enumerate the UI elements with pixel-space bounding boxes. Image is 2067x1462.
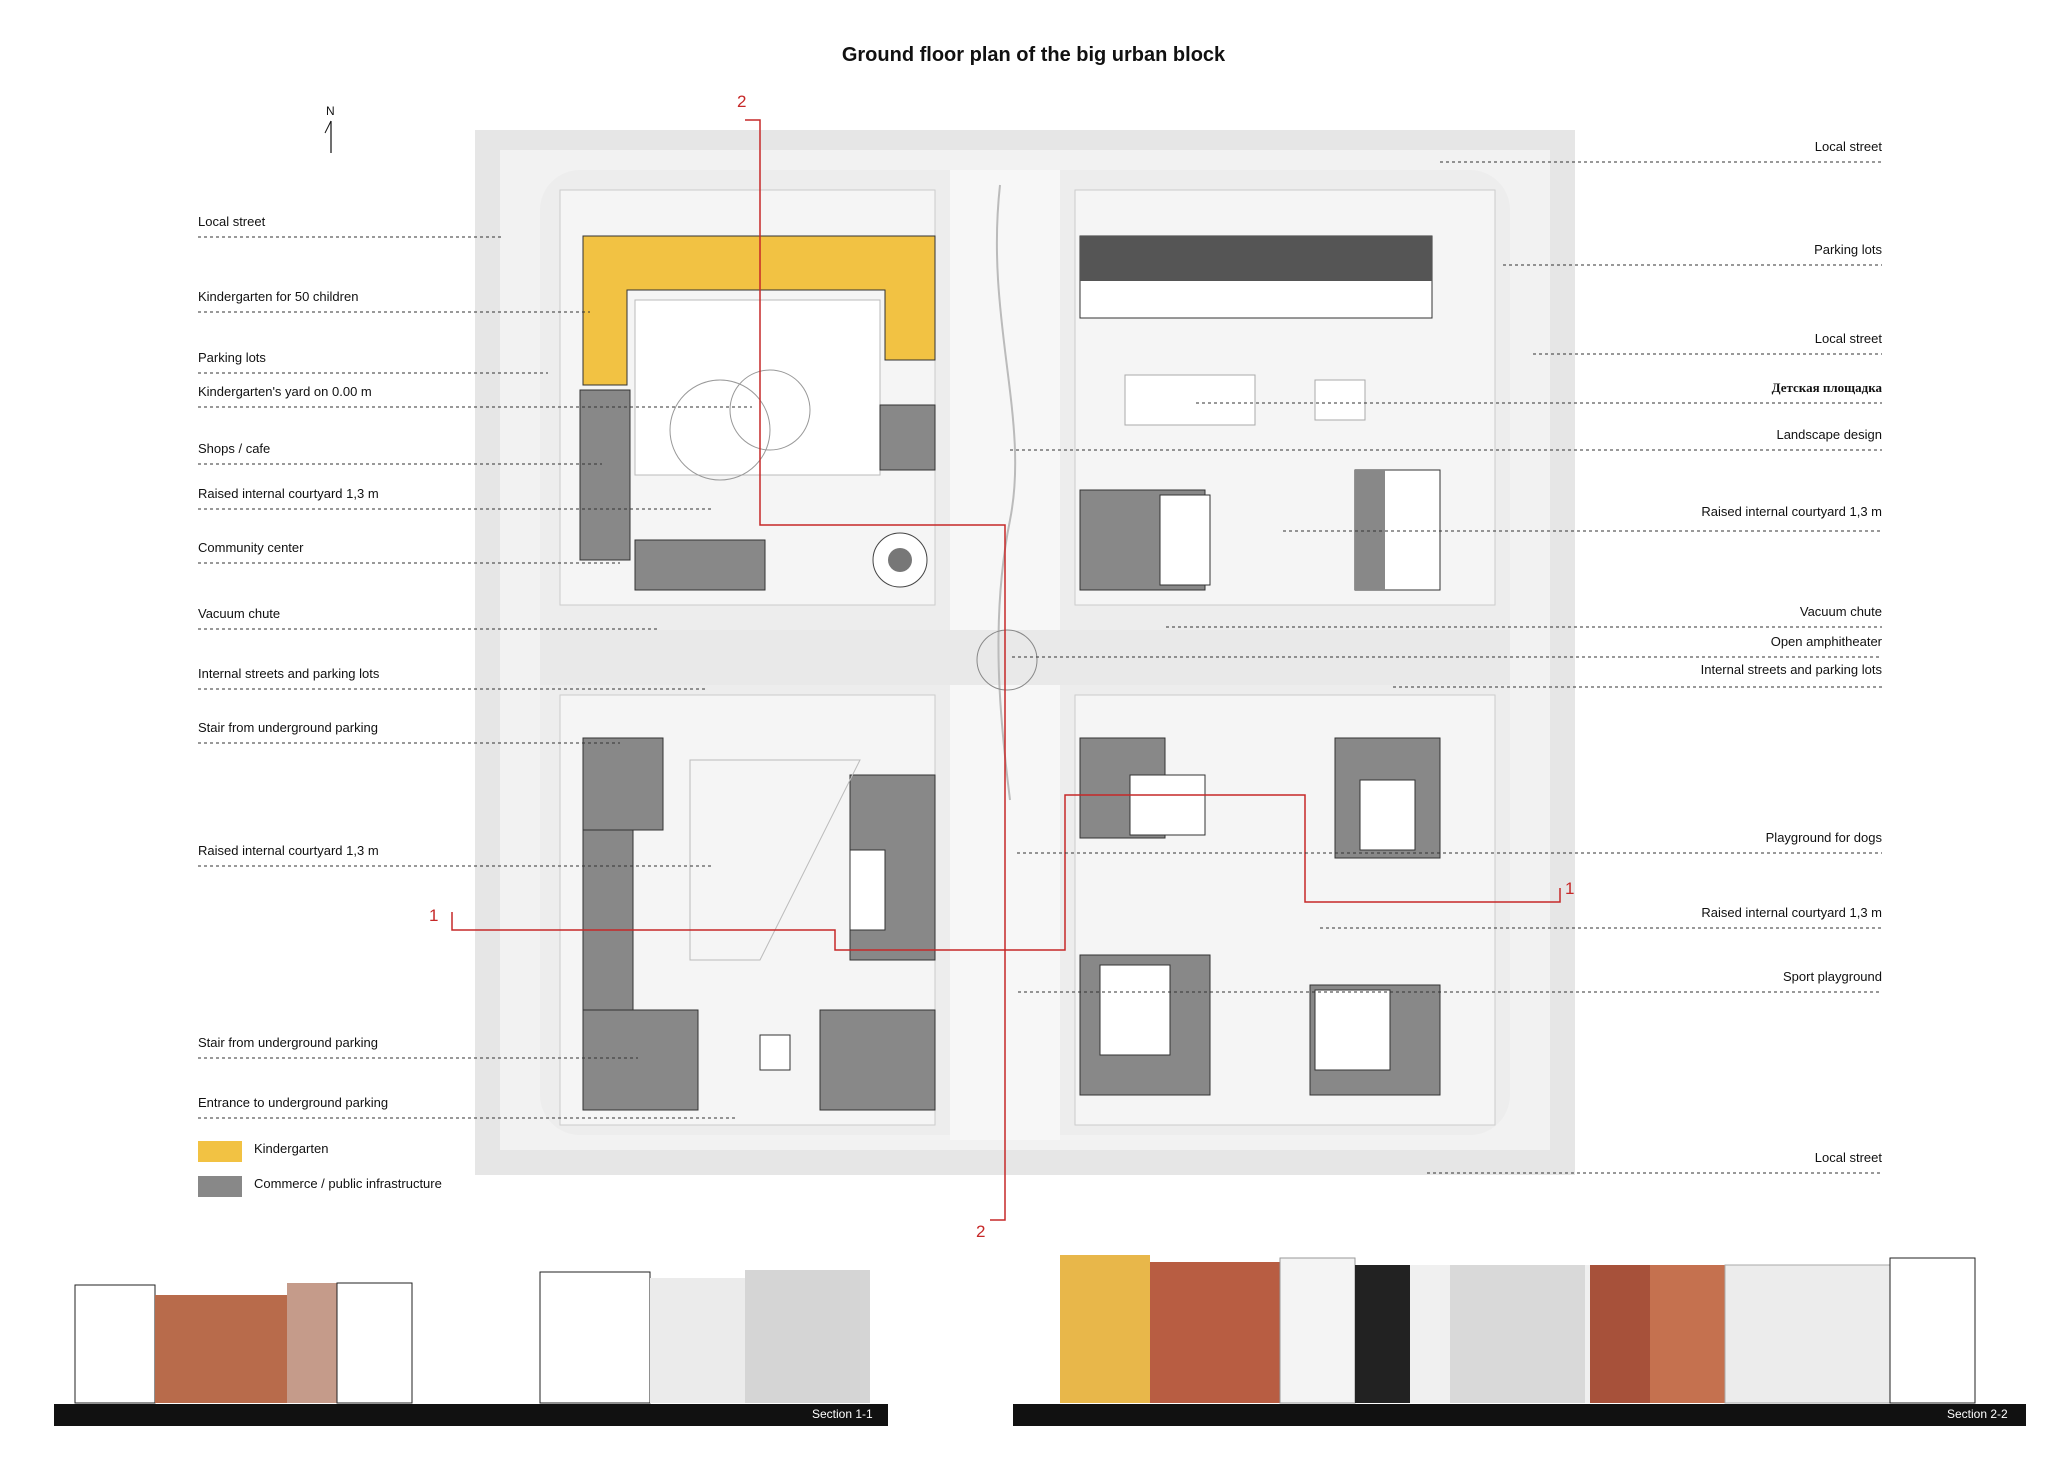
block-se — [1075, 695, 1495, 1125]
label-raised-courtyard-se: Raised internal courtyard 1,3 m — [1701, 905, 1882, 920]
block-nw — [560, 190, 935, 605]
section-1-1-label: Section 1-1 — [812, 1407, 873, 1421]
legend-label-commerce: Commerce / public infrastructure — [254, 1176, 442, 1191]
label-shops-cafe: Shops / cafe — [198, 441, 271, 456]
label-open-amphitheater: Open amphitheater — [1770, 634, 1882, 649]
section-mark-1-left: 1 — [429, 906, 439, 925]
label-local-street-left: Local street — [198, 214, 266, 229]
section-mark-1-right: 1 — [1565, 879, 1575, 898]
label-parking-lots-right: Parking lots — [1814, 242, 1882, 257]
section-2-2-drawing — [1013, 1255, 2026, 1426]
label-stair-underground-1: Stair from underground parking — [198, 720, 378, 735]
legend-label-kindergarten: Kindergarten — [254, 1141, 329, 1156]
block-sw — [560, 695, 935, 1125]
section-mark-2-top: 2 — [737, 92, 747, 111]
label-vacuum-chute-right: Vacuum chute — [1799, 604, 1882, 619]
block-ne — [1075, 190, 1495, 605]
label-playground-dogs: Playground for dogs — [1765, 830, 1882, 845]
legend-swatch-commerce — [198, 1176, 242, 1197]
label-underground-entrance: Entrance to underground parking — [198, 1095, 389, 1110]
label-local-street-right: Local street — [1814, 331, 1882, 346]
label-kindergarten: Kindergarten for 50 children — [198, 289, 359, 304]
label-sport-playground: Sport playground — [1782, 969, 1882, 984]
label-community-center: Community center — [198, 540, 304, 555]
label-parking-lots-left: Parking lots — [198, 350, 266, 365]
label-raised-courtyard-ne: Raised internal courtyard 1,3 m — [1701, 504, 1882, 519]
label-local-street-bottom: Local street — [1814, 1150, 1882, 1165]
label-raised-courtyard-nw: Raised internal courtyard 1,3 m — [198, 486, 379, 501]
label-kindergarten-yard: Kindergarten's yard on 0.00 m — [198, 384, 372, 399]
section-2-2-label: Section 2-2 — [1947, 1407, 2008, 1421]
label-local-street-top: Local street — [1814, 139, 1882, 154]
label-internal-streets-left: Internal streets and parking lots — [198, 666, 380, 681]
legend-swatch-kindergarten — [198, 1141, 242, 1162]
section-mark-2-bottom: 2 — [976, 1222, 986, 1241]
label-landscape-design: Landscape design — [1776, 427, 1882, 442]
label-playground-ru: Детская площадка — [1771, 380, 1882, 395]
label-raised-courtyard-sw: Raised internal courtyard 1,3 m — [198, 843, 379, 858]
page-title: Ground floor plan of the big urban block — [841, 44, 1226, 66]
label-vacuum-chute-left: Vacuum chute — [198, 606, 281, 621]
label-internal-streets-right: Internal streets and parking lots — [1700, 662, 1882, 677]
north-label: N — [326, 104, 335, 118]
section-1-1-drawing — [54, 1270, 888, 1426]
label-stair-underground-2: Stair from underground parking — [198, 1035, 378, 1050]
